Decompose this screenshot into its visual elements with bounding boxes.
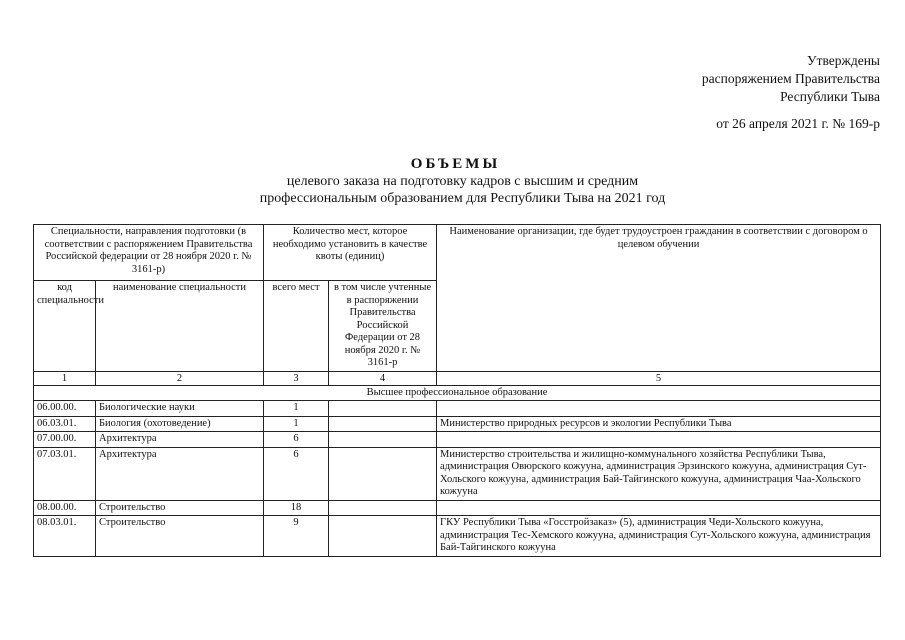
cell-included [329, 447, 437, 500]
approval-line-3: Республики Тыва [780, 89, 880, 104]
cell-organization [437, 432, 881, 448]
cell-organization: ГКУ Республики Тыва «Госстройзаказ» (5), администрация Чеди-Хольского кожууна, администрация Тес-Хемского кожууна, администрация Сут-Хольского кожууна, администрация Бай-Тайгинского кожууна [437, 516, 881, 557]
cell-code: 06.03.01. [34, 416, 96, 432]
cell-total: 1 [264, 401, 329, 417]
cell-total: 1 [264, 416, 329, 432]
header-included: в том числе учтенные в распоряжении Правительства Российской Федерации от 28 ноября 2020 г. № 3161-р [329, 281, 437, 372]
cell-organization [437, 500, 881, 516]
title-main: ОБЪЕМЫ [410, 156, 501, 172]
section-row [34, 385, 881, 401]
cell-name: Строительство [96, 516, 264, 557]
header-spec-group: Специальности, направления подготовки (в соответствии с распоряжением Правительства Российской федерации от 28 ноября 2020 г. № 3161-р) [34, 225, 264, 281]
approval-date: от 26 апреля 2021 г. № 169-р [716, 116, 880, 131]
cell-total: 6 [264, 432, 329, 448]
cell-code: 07.03.01. [34, 447, 96, 500]
column-numbers-row [34, 371, 881, 385]
approval-line-2: распоряжением Правительства [701, 71, 880, 86]
cell-name: Биологические науки [96, 401, 264, 417]
cell-total: 9 [264, 516, 329, 557]
table-row [34, 432, 881, 448]
column-number: 4 [329, 371, 437, 385]
cell-total: 6 [264, 447, 329, 500]
approval-line-1: Утверждены [807, 53, 880, 68]
quota-table [33, 224, 881, 557]
cell-organization: Министерство природных ресурсов и экологии Республики Тыва [437, 416, 881, 432]
cell-code: 08.00.00. [34, 500, 96, 516]
cell-code: 06.00.00. [34, 401, 96, 417]
header-name: наименование специальности [96, 281, 264, 372]
cell-included [329, 416, 437, 432]
column-number: 3 [264, 371, 329, 385]
cell-included [329, 401, 437, 417]
cell-included [329, 500, 437, 516]
cell-code: 07.00.00. [34, 432, 96, 448]
cell-included [329, 516, 437, 557]
approval-block [640, 52, 880, 133]
table-row [34, 516, 881, 557]
column-number: 2 [96, 371, 264, 385]
title-subtitle-line-1: целевого заказа на подготовку кадров с высшим и средним [286, 174, 639, 189]
header-row-groups [34, 225, 881, 281]
column-number: 5 [437, 371, 881, 385]
cell-code: 08.03.01. [34, 516, 96, 557]
cell-name: Строительство [96, 500, 264, 516]
table-row [34, 500, 881, 516]
header-quota-group: Количество мест, которое необходимо установить в качестве квоты (единиц) [264, 225, 437, 281]
section-title: Высшее профессиональное образование [34, 385, 881, 401]
column-number: 1 [34, 371, 96, 385]
header-code: код специальности [34, 281, 96, 372]
cell-total: 18 [264, 500, 329, 516]
cell-name: Архитектура [96, 447, 264, 500]
table-row [34, 447, 881, 500]
header-organization: Наименование организации, где будет трудоустроен гражданин в соответствии с договором о целевом обучении [437, 225, 881, 372]
table-row [34, 401, 881, 417]
document-title [0, 156, 905, 207]
cell-included [329, 432, 437, 448]
cell-name: Архитектура [96, 432, 264, 448]
table-row [34, 416, 881, 432]
cell-organization [437, 401, 881, 417]
cell-organization: Министерство строительства и жилищно-коммунального хозяйства Республики Тыва, администрация Овюрского кожууна, администрация Эрзинского кожууна, администрация Сут-Хольского кожууна, администрация Бай-Тайгинского кожууна, администрация Чаа-Хольского кожууна [437, 447, 881, 500]
cell-name: Биология (охотоведение) [96, 416, 264, 432]
title-subtitle-line-2: профессиональным образованием для Республики Тыва на 2021 год [259, 191, 666, 206]
header-total: всего мест [264, 281, 329, 372]
